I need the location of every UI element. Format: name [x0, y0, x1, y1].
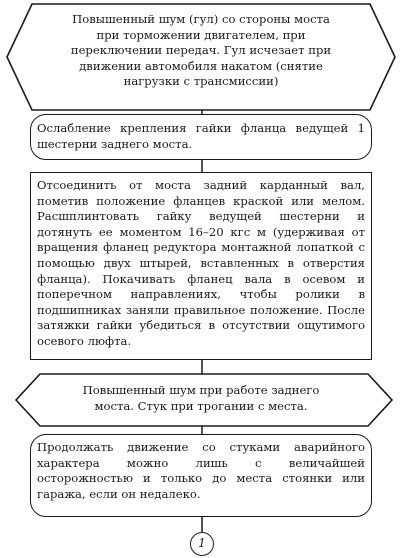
step-condition-rear-axle-noise-text: Повышенный шум при работе заднего моста. Стук при трогании с места. [82, 383, 320, 413]
step-action-tighten-nut [30, 172, 372, 360]
step-condition-rear-axle-noise [62, 383, 340, 414]
connector-label: 1 [198, 536, 206, 550]
step-condition-gear-noise-text: Повышенный шум (гул) со стороны моста при торможении двигателем, при переключении передач. Гул исчезает при движении автомобиля накатом (снятие нагрузки с трансмиссии) [70, 12, 332, 89]
step-condition-gear-noise [62, 12, 340, 90]
step-cause-flange-nut [30, 114, 372, 160]
step-action-tighten-nut-text: Отсоединить от моста задний карданный вал, пометив положение фланцев краской или мелом. Расшплинтовать гайку ведущей шестерни и дотянуть ее моментом 16–20 кгс м (удерживая от вращения фланец редуктора монтажной лопаткой с помощью двух штырей, вставленных в отверстия фланца). Покачивать фланец вала в осевом и поперечном направлениях, чтобы ролики в подшипниках заняли правильное положение. После затяжки гайки убедиться в отсутствии ощутимого осевого люфта. [37, 178, 365, 348]
step-cause-flange-nut-text: Ослабление крепления гайки фланца ведущей 1 шестерни заднего моста. [37, 121, 365, 151]
step-warning-emergency-text: Продолжать движение со стуками аварийного характера можно лишь с величайшей осторожностью и только до места стоянки или гаража, если он недалеко. [37, 440, 365, 501]
step-warning-emergency [30, 434, 372, 517]
connector-circle [190, 532, 214, 556]
